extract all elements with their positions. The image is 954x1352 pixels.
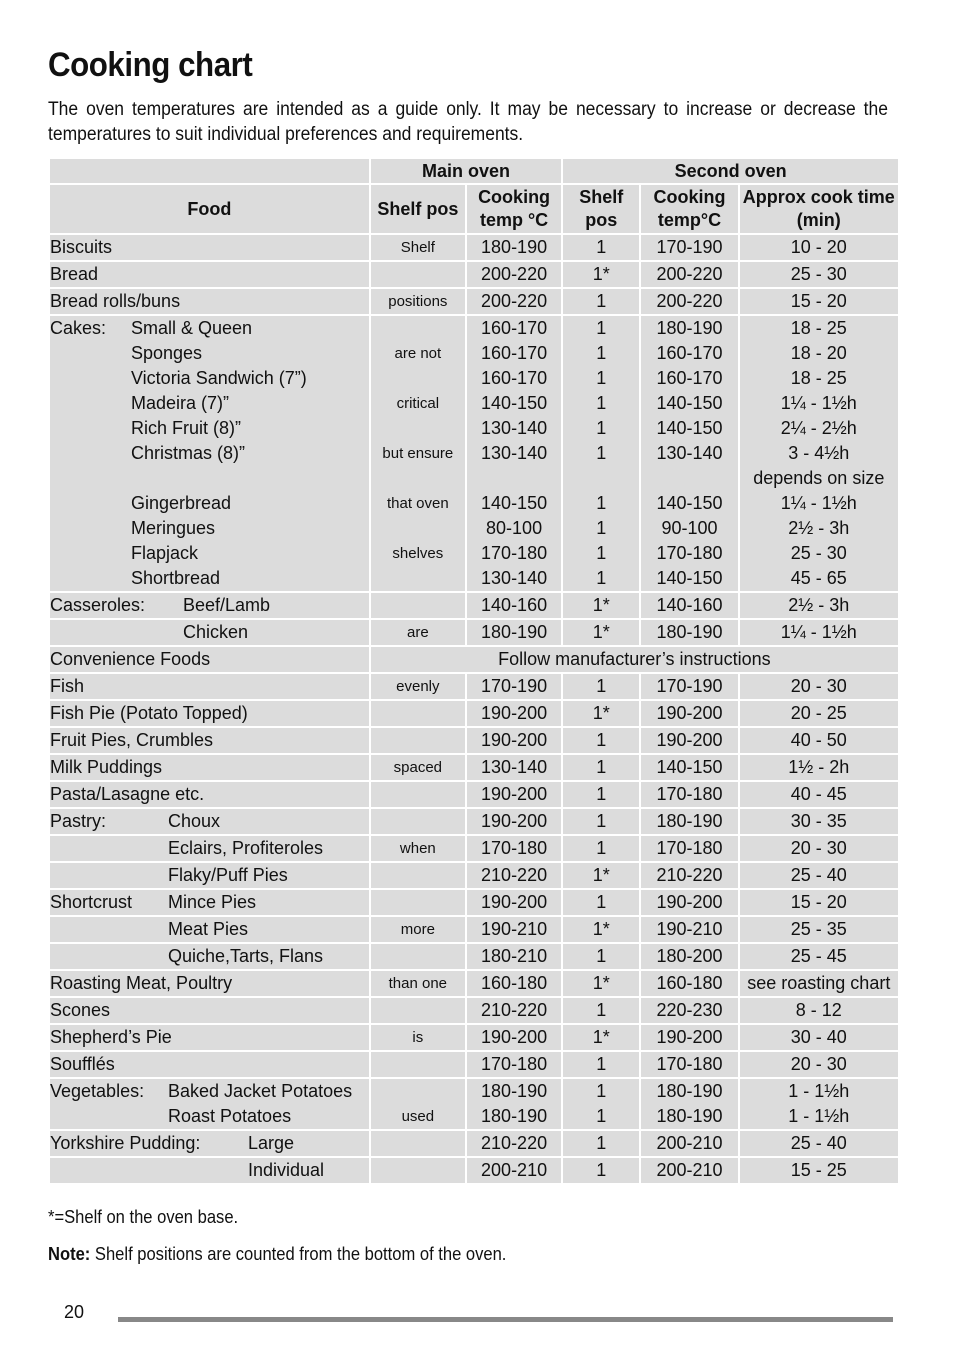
shelf-note: critical: [396, 395, 440, 412]
food-name: [50, 917, 369, 942]
cook-time: 1½ - 2h: [740, 755, 898, 780]
second-temp: 200-210: [641, 1131, 737, 1156]
second-temp: 190-210: [641, 917, 737, 942]
shelf-note: evenly: [371, 674, 465, 699]
table-row-vegetables: [50, 1079, 898, 1129]
pastry-label: Pastry:: [50, 811, 107, 831]
second-shelf-block: [563, 316, 639, 591]
second-temp: 170-180: [641, 1052, 737, 1077]
food-name: Scones: [50, 998, 369, 1023]
table-row: [50, 593, 898, 618]
cook-time: 15 - 20: [740, 890, 898, 915]
header-main-oven: Main oven: [371, 159, 561, 183]
shelf-note: than one: [371, 971, 465, 996]
food-subitem: Mince Pies: [168, 892, 257, 912]
cook-time: 3 - 4½h: [788, 443, 850, 463]
main-temp: 190-200: [467, 809, 561, 834]
cook-time: 20 - 30: [740, 836, 898, 861]
food-name: Shepherd’s Pie: [50, 1025, 369, 1050]
shelf-note-block: [371, 1079, 465, 1129]
food-name: [50, 836, 369, 861]
cook-time: 1 - 1½h: [788, 1081, 850, 1101]
shelf-note: [371, 728, 465, 753]
food-subitem: Roast Potatoes: [168, 1106, 292, 1126]
cook-time: 2¼ - 2½h: [780, 418, 857, 438]
second-temp: 220-230: [641, 998, 737, 1023]
shelf-note: [371, 366, 465, 391]
cook-time: 40 - 45: [740, 782, 898, 807]
main-temp: 140-150: [481, 493, 548, 513]
table-row: [50, 262, 898, 287]
cook-time: 25 - 30: [740, 262, 898, 287]
second-shelf: 1*: [563, 971, 639, 996]
header-group-row: [50, 159, 898, 183]
table-row: [50, 917, 898, 942]
vegetables-label: Vegetables:: [50, 1081, 145, 1101]
cake-item: Rich Fruit (8)”: [131, 418, 242, 438]
cooking-chart-table: [48, 157, 900, 1185]
second-shelf: 1: [563, 809, 639, 834]
food-subitem: Eclairs, Profiteroles: [168, 838, 324, 858]
second-shelf: 1: [596, 443, 607, 463]
second-temp: 140-150: [656, 493, 723, 513]
main-temp: 190-200: [467, 728, 561, 753]
food-subitem: Beef/Lamb: [183, 595, 271, 615]
cook-time: 8 - 12: [740, 998, 898, 1023]
yorkshire-label: Yorkshire Pudding:: [50, 1133, 201, 1153]
shelf-note: shelves: [392, 545, 444, 562]
main-temp: 160-170: [481, 368, 548, 388]
cook-time: 15 - 20: [740, 289, 898, 314]
main-temp: 210-220: [467, 863, 561, 888]
cook-time: 10 - 20: [740, 235, 898, 260]
cook-time: 2½ - 3h: [788, 518, 850, 538]
table-row: [50, 289, 898, 314]
header-approx-time: Approx cook time (min): [740, 185, 898, 233]
second-temp: 170-190: [641, 235, 737, 260]
shelf-note: [371, 1131, 465, 1156]
table-row: [50, 728, 898, 753]
cook-time-block: [740, 316, 898, 591]
second-temp: 180-190: [656, 318, 723, 338]
table-row: [50, 1052, 898, 1077]
second-shelf: 1*: [563, 917, 639, 942]
main-temp: 160-170: [481, 318, 548, 338]
cook-time: 25 - 30: [790, 543, 847, 563]
second-temp: 170-180: [656, 543, 723, 563]
cook-time: 1¼ - 1½h: [780, 393, 857, 413]
shelf-note: are not: [394, 345, 442, 362]
food-subitem: Choux: [168, 811, 221, 831]
shelf-note: [371, 782, 465, 807]
intro-paragraph: The oven temperatures are intended as a guide only. It may be necessary to increase or decrease the temperatures to suit individual preferences and requirements.: [48, 99, 888, 145]
second-shelf: 1: [596, 543, 607, 563]
second-shelf: 1: [563, 235, 639, 260]
footer-rule: [118, 1317, 893, 1322]
second-temp: 180-190: [641, 809, 737, 834]
main-temp: 170-180: [467, 1052, 561, 1077]
main-temp: 160-180: [467, 971, 561, 996]
cake-item: Sponges: [131, 343, 203, 363]
food-subitem: Flaky/Puff Pies: [168, 865, 288, 885]
table-row: [50, 235, 898, 260]
food-name: [50, 593, 369, 618]
cook-time: 45 - 65: [790, 568, 847, 588]
main-temp: 190-200: [467, 701, 561, 726]
cake-item: Christmas (8)”: [131, 443, 246, 463]
second-temp: 200-210: [641, 1158, 737, 1183]
second-temp: 170-190: [641, 674, 737, 699]
shelf-note: Shelf: [371, 235, 465, 260]
second-temp: 140-160: [641, 593, 737, 618]
cakes-items: [131, 316, 307, 588]
main-temp: 200-210: [467, 1158, 561, 1183]
cook-time: 25 - 45: [740, 944, 898, 969]
table-row: [50, 890, 898, 915]
second-temp: 180-190: [641, 620, 737, 645]
header-blank: [50, 159, 369, 183]
cake-item: Flapjack: [131, 543, 199, 563]
cake-item: Madeira (7)”: [131, 393, 230, 413]
casseroles-label: Casseroles:: [50, 595, 146, 615]
second-temp: 160-170: [656, 343, 723, 363]
second-temp-block: [641, 1079, 737, 1129]
note-text: Shelf positions are counted from the bottom of the oven.: [90, 1244, 507, 1264]
cook-time: 25 - 40: [740, 1131, 898, 1156]
cook-time-block: [740, 1079, 898, 1129]
cook-time: 18 - 25: [790, 368, 847, 388]
second-shelf: 1: [563, 1052, 639, 1077]
shelf-note: [371, 1079, 465, 1104]
shelf-note: [371, 566, 465, 591]
cake-item: Victoria Sandwich (7”): [131, 368, 307, 388]
shelf-note: more: [371, 917, 465, 942]
food-name: Fish: [50, 674, 369, 699]
second-temp: 210-220: [641, 863, 737, 888]
food-name: Milk Puddings: [50, 755, 369, 780]
main-temp: 130-140: [467, 755, 561, 780]
main-temp: 130-140: [481, 568, 548, 588]
second-shelf: 1: [563, 782, 639, 807]
header-columns-row: [50, 185, 898, 233]
second-shelf: 1: [563, 728, 639, 753]
main-temp: 180-210: [467, 944, 561, 969]
header-second-oven: Second oven: [563, 159, 898, 183]
second-shelf: 1: [596, 393, 607, 413]
second-shelf: 1: [596, 1106, 607, 1126]
main-temp: [467, 466, 561, 491]
shelf-note: that oven: [386, 495, 449, 512]
second-temp: 160-180: [641, 971, 737, 996]
second-temp: 190-200: [641, 890, 737, 915]
main-temp: 190-200: [467, 890, 561, 915]
second-shelf: 1: [596, 493, 607, 513]
main-temp: 200-220: [467, 289, 561, 314]
food-name: Roasting Meat, Poultry: [50, 971, 369, 996]
table-row: [50, 1025, 898, 1050]
main-temp: 190-200: [467, 1025, 561, 1050]
second-shelf: 1: [596, 568, 607, 588]
food-name: Biscuits: [50, 235, 369, 260]
table-row: [50, 809, 898, 834]
shortcrust-label: Shortcrust: [50, 892, 133, 912]
second-shelf: 1: [563, 836, 639, 861]
second-shelf: 1: [596, 318, 607, 338]
table-row: [50, 836, 898, 861]
food-name: [50, 890, 369, 915]
note: [48, 1244, 506, 1265]
note-label: Note:: [48, 1244, 91, 1264]
table-row: [50, 998, 898, 1023]
second-temp: 140-150: [656, 393, 723, 413]
cake-item: [131, 466, 307, 491]
food-subitem: Large: [248, 1133, 295, 1153]
shelf-note: [371, 944, 465, 969]
food-vegetables: [50, 1079, 369, 1129]
second-shelf: 1: [596, 418, 607, 438]
cook-time: 25 - 35: [740, 917, 898, 942]
second-shelf: 1: [563, 944, 639, 969]
main-temp: 210-220: [467, 998, 561, 1023]
shelf-note-block: [371, 316, 465, 591]
food-name: Fruit Pies, Crumbles: [50, 728, 369, 753]
second-shelf: 1: [596, 368, 607, 388]
cook-time: depends on size: [753, 468, 885, 488]
food-subitem: Chicken: [183, 622, 249, 642]
food-subitem: Meat Pies: [168, 919, 249, 939]
main-temp: 180-190: [467, 235, 561, 260]
shelf-note: [371, 998, 465, 1023]
cook-time: 20 - 25: [740, 701, 898, 726]
second-temp: 190-200: [641, 1025, 737, 1050]
food-subitem: Quiche,Tarts, Flans: [168, 946, 324, 966]
cake-item: Meringues: [131, 518, 216, 538]
shelf-note: but ensure: [382, 445, 454, 462]
second-shelf: 1: [563, 289, 639, 314]
shelf-note: [371, 1052, 465, 1077]
cook-time: 25 - 40: [740, 863, 898, 888]
cook-time: 40 - 50: [740, 728, 898, 753]
second-shelf: 1: [563, 890, 639, 915]
second-temp: 180-190: [656, 1081, 723, 1101]
shelf-note: are: [371, 620, 465, 645]
shelf-note: [371, 809, 465, 834]
second-shelf-block: [563, 1079, 639, 1129]
main-temp-block: [467, 316, 561, 591]
main-temp: 130-140: [481, 418, 548, 438]
second-temp: 160-170: [656, 368, 723, 388]
cook-time: 15 - 25: [740, 1158, 898, 1183]
footnote: *=Shelf on the oven base.: [48, 1207, 239, 1227]
main-temp: 190-200: [467, 782, 561, 807]
table-row: [50, 863, 898, 888]
second-shelf: 1: [563, 755, 639, 780]
page-number: 20: [64, 1302, 85, 1322]
table-row: [50, 1131, 898, 1156]
second-temp: 200-220: [641, 289, 737, 314]
header-cooking-temp-second: Cooking temp°C: [641, 185, 737, 233]
second-shelf: [563, 466, 639, 491]
second-shelf: 1*: [563, 262, 639, 287]
main-temp: 80-100: [486, 518, 543, 538]
food-subitem: Baked Jacket Potatoes: [168, 1081, 353, 1101]
second-temp-block: [641, 316, 737, 591]
page-title: Cooking chart: [48, 46, 253, 84]
shelf-note: is: [371, 1025, 465, 1050]
cake-item: Shortbread: [131, 568, 221, 588]
main-temp: 170-180: [481, 543, 548, 563]
main-temp: 140-160: [467, 593, 561, 618]
second-shelf: 1*: [563, 701, 639, 726]
main-temp: 130-140: [481, 443, 548, 463]
shelf-note: used: [401, 1108, 435, 1125]
main-temp: 180-190: [481, 1081, 548, 1101]
food-name: Convenience Foods: [50, 647, 369, 672]
cook-time: 1¼ - 1½h: [740, 620, 898, 645]
second-shelf: 1: [563, 1131, 639, 1156]
shelf-note: [371, 416, 465, 441]
second-temp: [641, 466, 737, 491]
table-row: [50, 674, 898, 699]
main-temp: 200-220: [467, 262, 561, 287]
food-name: Fish Pie (Potato Topped): [50, 701, 369, 726]
table-row: [50, 1158, 898, 1183]
second-temp: 180-190: [656, 1106, 723, 1126]
table-row: [50, 944, 898, 969]
second-shelf: 1: [596, 1081, 607, 1101]
shelf-note: positions: [371, 289, 465, 314]
second-shelf: 1: [563, 1158, 639, 1183]
shelf-note: spaced: [371, 755, 465, 780]
cook-time: 18 - 25: [790, 318, 847, 338]
second-temp: 130-140: [656, 443, 723, 463]
main-temp: 160-170: [481, 343, 548, 363]
shelf-note: [371, 701, 465, 726]
cook-time: 1 - 1½h: [788, 1106, 850, 1126]
instruction-note: Follow manufacturer’s instructions: [371, 647, 898, 672]
shelf-note: when: [371, 836, 465, 861]
second-temp: 170-180: [641, 836, 737, 861]
second-temp: 90-100: [661, 518, 718, 538]
food-name: Pasta/Lasagne etc.: [50, 782, 369, 807]
shelf-note: [371, 1158, 465, 1183]
second-temp: 190-200: [641, 701, 737, 726]
table-row: [50, 647, 898, 672]
food-name: Soufflés: [50, 1052, 369, 1077]
cakes-label: Cakes:: [50, 318, 107, 338]
food-name: [50, 944, 369, 969]
cook-time: 1¼ - 1½h: [780, 493, 857, 513]
table-row: [50, 755, 898, 780]
food-name: [50, 1158, 369, 1183]
food-subitem: Individual: [248, 1160, 325, 1180]
cake-item: Gingerbread: [131, 493, 232, 513]
main-temp: 140-150: [481, 393, 548, 413]
main-temp: 180-190: [467, 620, 561, 645]
main-temp: 190-210: [467, 917, 561, 942]
header-food: Food: [50, 185, 369, 233]
food-name: Bread rolls/buns: [50, 289, 369, 314]
second-shelf: 1: [563, 998, 639, 1023]
main-temp-block: [467, 1079, 561, 1129]
shelf-note: [371, 262, 465, 287]
second-shelf: 1*: [563, 620, 639, 645]
second-temp: 180-200: [641, 944, 737, 969]
cook-time: 20 - 30: [740, 674, 898, 699]
food-name: [50, 809, 369, 834]
shelf-note: [371, 466, 465, 491]
second-shelf: 1*: [563, 863, 639, 888]
main-temp: 180-190: [481, 1106, 548, 1126]
food-cakes: [50, 316, 369, 591]
table-row: [50, 701, 898, 726]
shelf-note: [371, 516, 465, 541]
second-temp: 140-150: [656, 418, 723, 438]
header-cooking-temp-main: Cooking temp °C: [467, 185, 561, 233]
table-row: [50, 782, 898, 807]
second-temp: 140-150: [656, 568, 723, 588]
main-temp: 170-180: [467, 836, 561, 861]
shelf-note: [371, 593, 465, 618]
cook-time: 18 - 20: [790, 343, 847, 363]
second-temp: 190-200: [641, 728, 737, 753]
cook-time: 2½ - 3h: [740, 593, 898, 618]
shelf-note: [371, 890, 465, 915]
second-shelf: 1: [596, 343, 607, 363]
cook-time: 20 - 30: [740, 1052, 898, 1077]
food-name: [50, 1131, 369, 1156]
header-shelf-pos: Shelf pos: [371, 185, 465, 233]
second-shelf: 1*: [563, 1025, 639, 1050]
second-shelf: 1: [563, 674, 639, 699]
table-row-cakes: [50, 316, 898, 591]
main-temp: 170-190: [467, 674, 561, 699]
cook-time: 30 - 35: [740, 809, 898, 834]
second-temp: 140-150: [641, 755, 737, 780]
shelf-note: [371, 863, 465, 888]
food-name: [50, 620, 369, 645]
table-row: [50, 620, 898, 645]
second-temp: 170-180: [641, 782, 737, 807]
food-name: [50, 863, 369, 888]
cook-time: 30 - 40: [740, 1025, 898, 1050]
table-row: [50, 971, 898, 996]
shelf-note: [371, 316, 465, 341]
food-name: Bread: [50, 262, 369, 287]
cake-item: Small & Queen: [131, 318, 253, 338]
second-shelf: 1: [596, 518, 607, 538]
cook-time: see roasting chart: [740, 971, 898, 996]
main-temp: 210-220: [467, 1131, 561, 1156]
second-temp: 200-220: [641, 262, 737, 287]
header-shelf-pos-second: Shelf pos: [563, 185, 639, 233]
second-shelf: 1*: [563, 593, 639, 618]
